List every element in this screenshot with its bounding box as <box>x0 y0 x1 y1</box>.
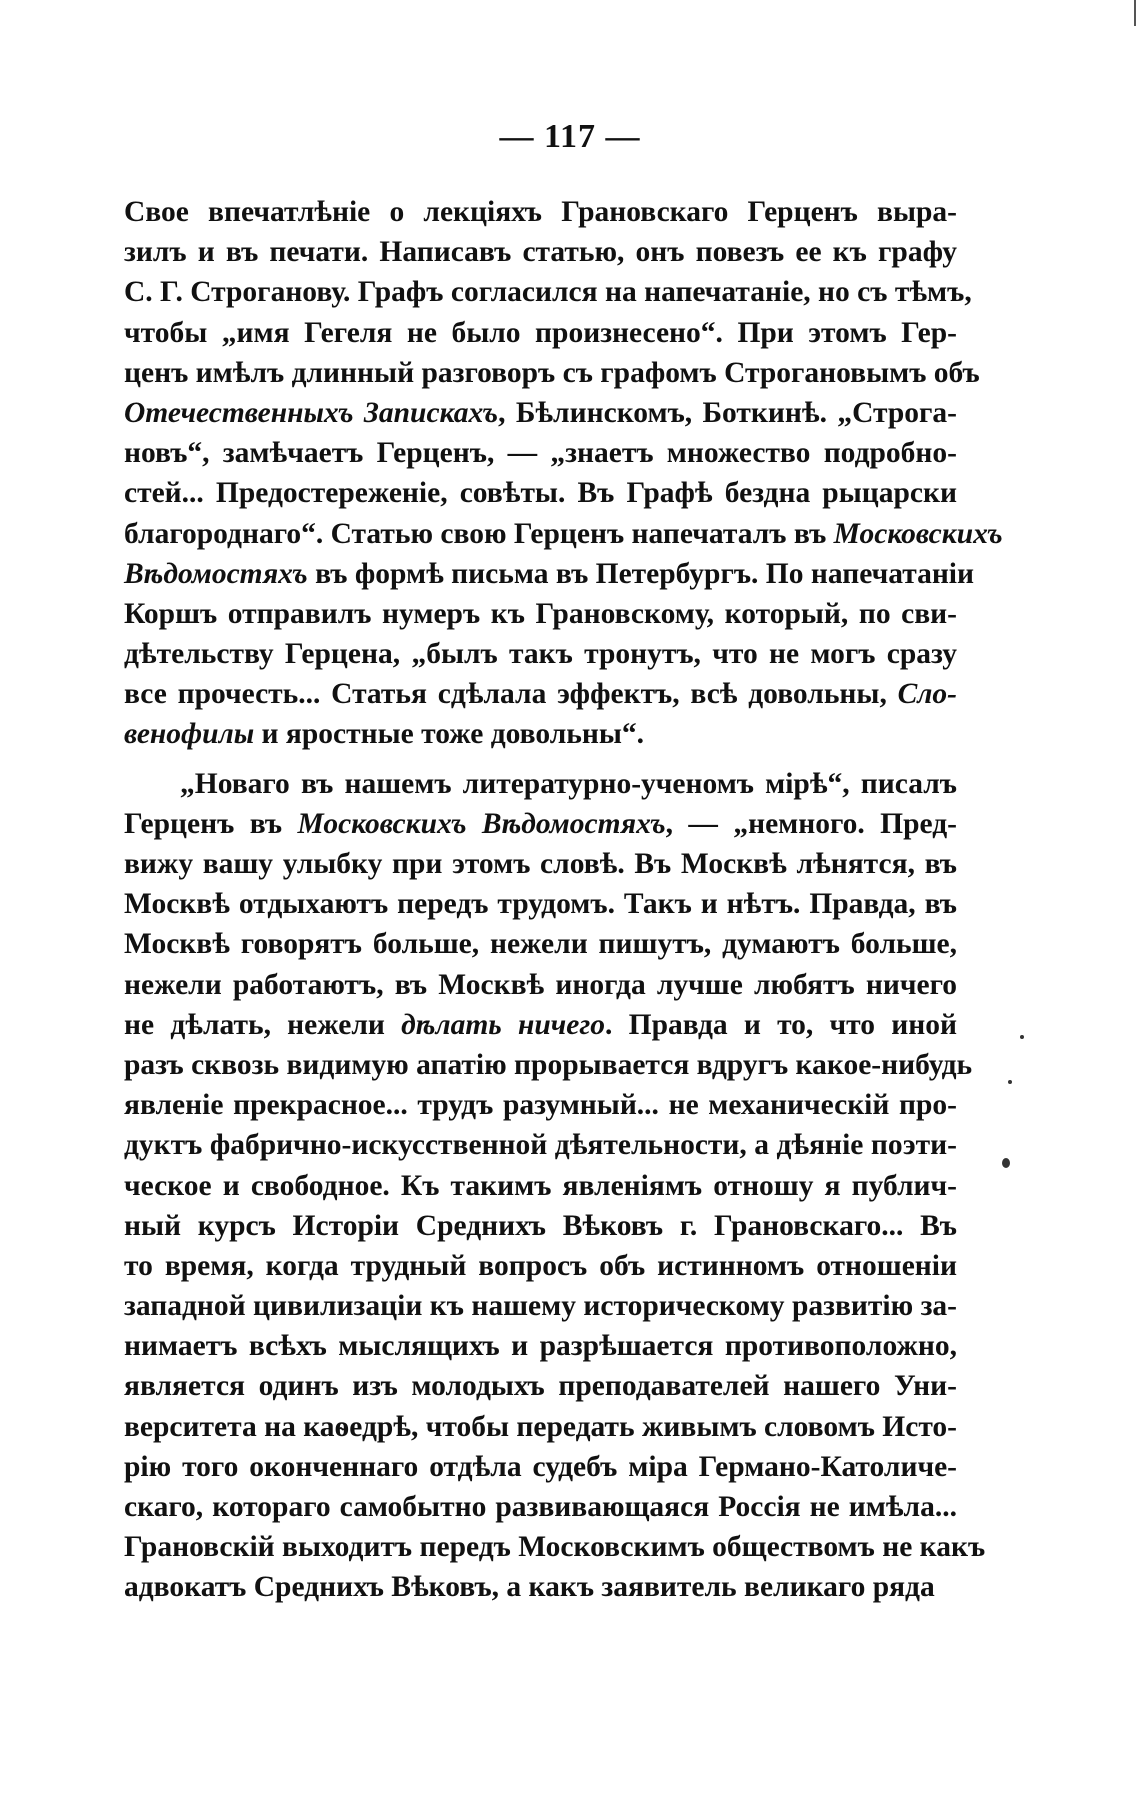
text-line <box>124 674 957 714</box>
text-line <box>124 1206 957 1246</box>
text-run: дуктъ фабрично-искусственной дѣятельности, а дѣяніе поэти- <box>124 1129 957 1162</box>
text-run: ческое и свободное. Къ такимъ явленіямъ отношу я публич- <box>124 1169 957 1202</box>
text-line <box>124 1326 957 1366</box>
text-line <box>124 1246 957 1286</box>
text-run: нимаетъ всѣхъ мыслящихъ и разрѣшается противоположно, <box>124 1330 957 1363</box>
text-run: ценъ имѣлъ длинный разговоръ съ графомъ Строгановымъ объ <box>124 356 980 389</box>
text-run: чтобы „имя Гегеля не было произнесено“. При этомъ Гер- <box>124 316 957 349</box>
text-line <box>124 554 975 594</box>
text-line <box>124 353 980 393</box>
text-run: Коршъ отправилъ нумеръ къ Грановскому, который, по сви- <box>124 597 957 630</box>
text-run: стей... Предостереженіе, совѣты. Въ Графѣ бездна рыцарски <box>124 477 957 510</box>
italic-text: Отечественныхъ Запискахъ <box>124 396 499 429</box>
text-line <box>124 764 957 804</box>
page-number: — 117 — <box>499 118 641 155</box>
text-line <box>124 1366 957 1406</box>
text-line <box>124 1407 957 1447</box>
italic-text: дѣлать ничего <box>401 1008 606 1041</box>
text-run: явленіе прекрасное... трудъ разумный... не механическій про- <box>124 1089 957 1122</box>
text-run: является одинъ изъ молодыхъ преподавателей нашего Уни- <box>124 1370 957 1403</box>
text-run: ный курсъ Исторіи Среднихъ Вѣковъ г. Грановскаго... Въ <box>124 1209 957 1242</box>
text-line <box>124 1286 957 1326</box>
text-run: верситета на каѳедрѣ, чтобы передать живымъ словомъ Исто- <box>124 1410 957 1443</box>
body-text <box>124 192 1003 1608</box>
text-run: зилъ и въ печати. Написавъ статью, онъ повезъ ее къ графу <box>124 236 957 269</box>
italic-text: Московскихъ <box>833 517 1003 550</box>
scan-speck <box>1008 1080 1012 1084</box>
paragraph <box>124 192 1003 755</box>
text-run: Свое впечатлѣніе о лекціяхъ Грановскаго Герценъ выра- <box>124 196 957 228</box>
italic-text: Московскихъ Вѣдомостяхъ <box>297 807 666 840</box>
text-run: рію того оконченнаго отдѣла судебъ міра Германо-Католиче- <box>124 1450 957 1483</box>
text-line <box>124 844 957 884</box>
text-run: то время, когда трудный вопросъ объ истинномъ отношеніи <box>124 1249 957 1282</box>
text-line <box>124 924 957 964</box>
text-line <box>124 634 957 674</box>
text-line <box>124 433 957 473</box>
text-run: , — „немного. Пред- <box>665 807 957 840</box>
text-run: Грановскій выходитъ передъ Московскимъ обществомъ не какъ <box>124 1531 986 1564</box>
paragraph <box>124 755 986 1608</box>
text-line <box>124 1005 957 1045</box>
text-line <box>124 594 957 634</box>
text-line <box>124 473 957 513</box>
text-run: , Бѣлинскомъ, Боткинѣ. „Строга- <box>498 396 957 429</box>
text-line <box>124 884 957 924</box>
text-run: въ формѣ письма въ Петербургъ. По напечатаніи <box>307 557 975 590</box>
text-run: Москвѣ говорятъ больше, нежели пишутъ, думаютъ больше, <box>124 928 957 961</box>
text-line <box>124 1527 986 1567</box>
text-run: вижу вашу улыбку при этомъ словѣ. Въ Москвѣ лѣнятся, въ <box>124 848 957 880</box>
text-line <box>124 232 957 272</box>
text-run: и яростные тоже довольны“. <box>254 718 645 751</box>
text-run: „Новаго въ нашемъ литературно-ученомъ мірѣ“, писалъ <box>180 767 957 800</box>
text-line <box>124 1045 973 1085</box>
text-line <box>124 272 972 312</box>
text-run: дѣтельству Герцена, „былъ такъ тронутъ, что не могъ сразу <box>124 638 957 671</box>
text-run: Герценъ въ <box>124 807 298 840</box>
text-run: С. Г. Строганову. Графъ согласился на напечатаніе, но съ тѣмъ, <box>124 276 972 309</box>
text-run: не дѣлать, нежели <box>124 1008 402 1041</box>
paragraph-gap <box>124 755 957 764</box>
text-line <box>124 804 957 844</box>
italic-text: Вѣдомостяхъ <box>124 557 308 590</box>
text-line <box>124 965 957 1005</box>
text-line <box>124 1125 957 1165</box>
text-line <box>124 1567 957 1607</box>
text-run: западной цивилизаціи къ нашему историческому развитію за- <box>124 1290 957 1323</box>
text-run: разъ сквозь видимую апатію прорывается вдругъ какое-нибудь <box>124 1048 973 1081</box>
text-line <box>124 1166 957 1206</box>
text-line <box>124 1085 957 1125</box>
text-run: благороднаго“. Статью свою Герценъ напечаталъ въ <box>124 517 834 550</box>
text-line <box>124 1487 957 1527</box>
text-run: . Правда и то, что иной <box>605 1008 957 1041</box>
text-line <box>124 1447 957 1487</box>
text-line <box>124 393 957 433</box>
text-line <box>124 192 957 232</box>
scan-edge-mark <box>1134 0 1136 26</box>
text-run: нежели работаютъ, въ Москвѣ иногда лучше любятъ ничего <box>124 968 957 1001</box>
text-line <box>124 514 1003 554</box>
italic-text: Сло- <box>897 678 957 711</box>
text-run: адвокатъ Среднихъ Вѣковъ, а какъ заявитель великаго ряда <box>124 1571 935 1604</box>
text-line <box>124 714 957 754</box>
text-run: Москвѣ отдыхаютъ передъ трудомъ. Такъ и нѣтъ. Правда, въ <box>124 888 957 921</box>
text-run: скаго, котораго самобытно развивающаяся Россія не имѣла... <box>124 1491 957 1523</box>
scan-speck <box>1002 1158 1010 1168</box>
italic-text: венофилы <box>124 718 255 751</box>
text-line <box>124 313 957 353</box>
scan-speck <box>1020 1035 1024 1039</box>
text-run: все прочесть... Статья сдѣлала эффектъ, всѣ довольны, <box>124 678 898 711</box>
text-run: новъ“, замѣчаетъ Герценъ, — „знаетъ множество подробно- <box>124 437 957 470</box>
